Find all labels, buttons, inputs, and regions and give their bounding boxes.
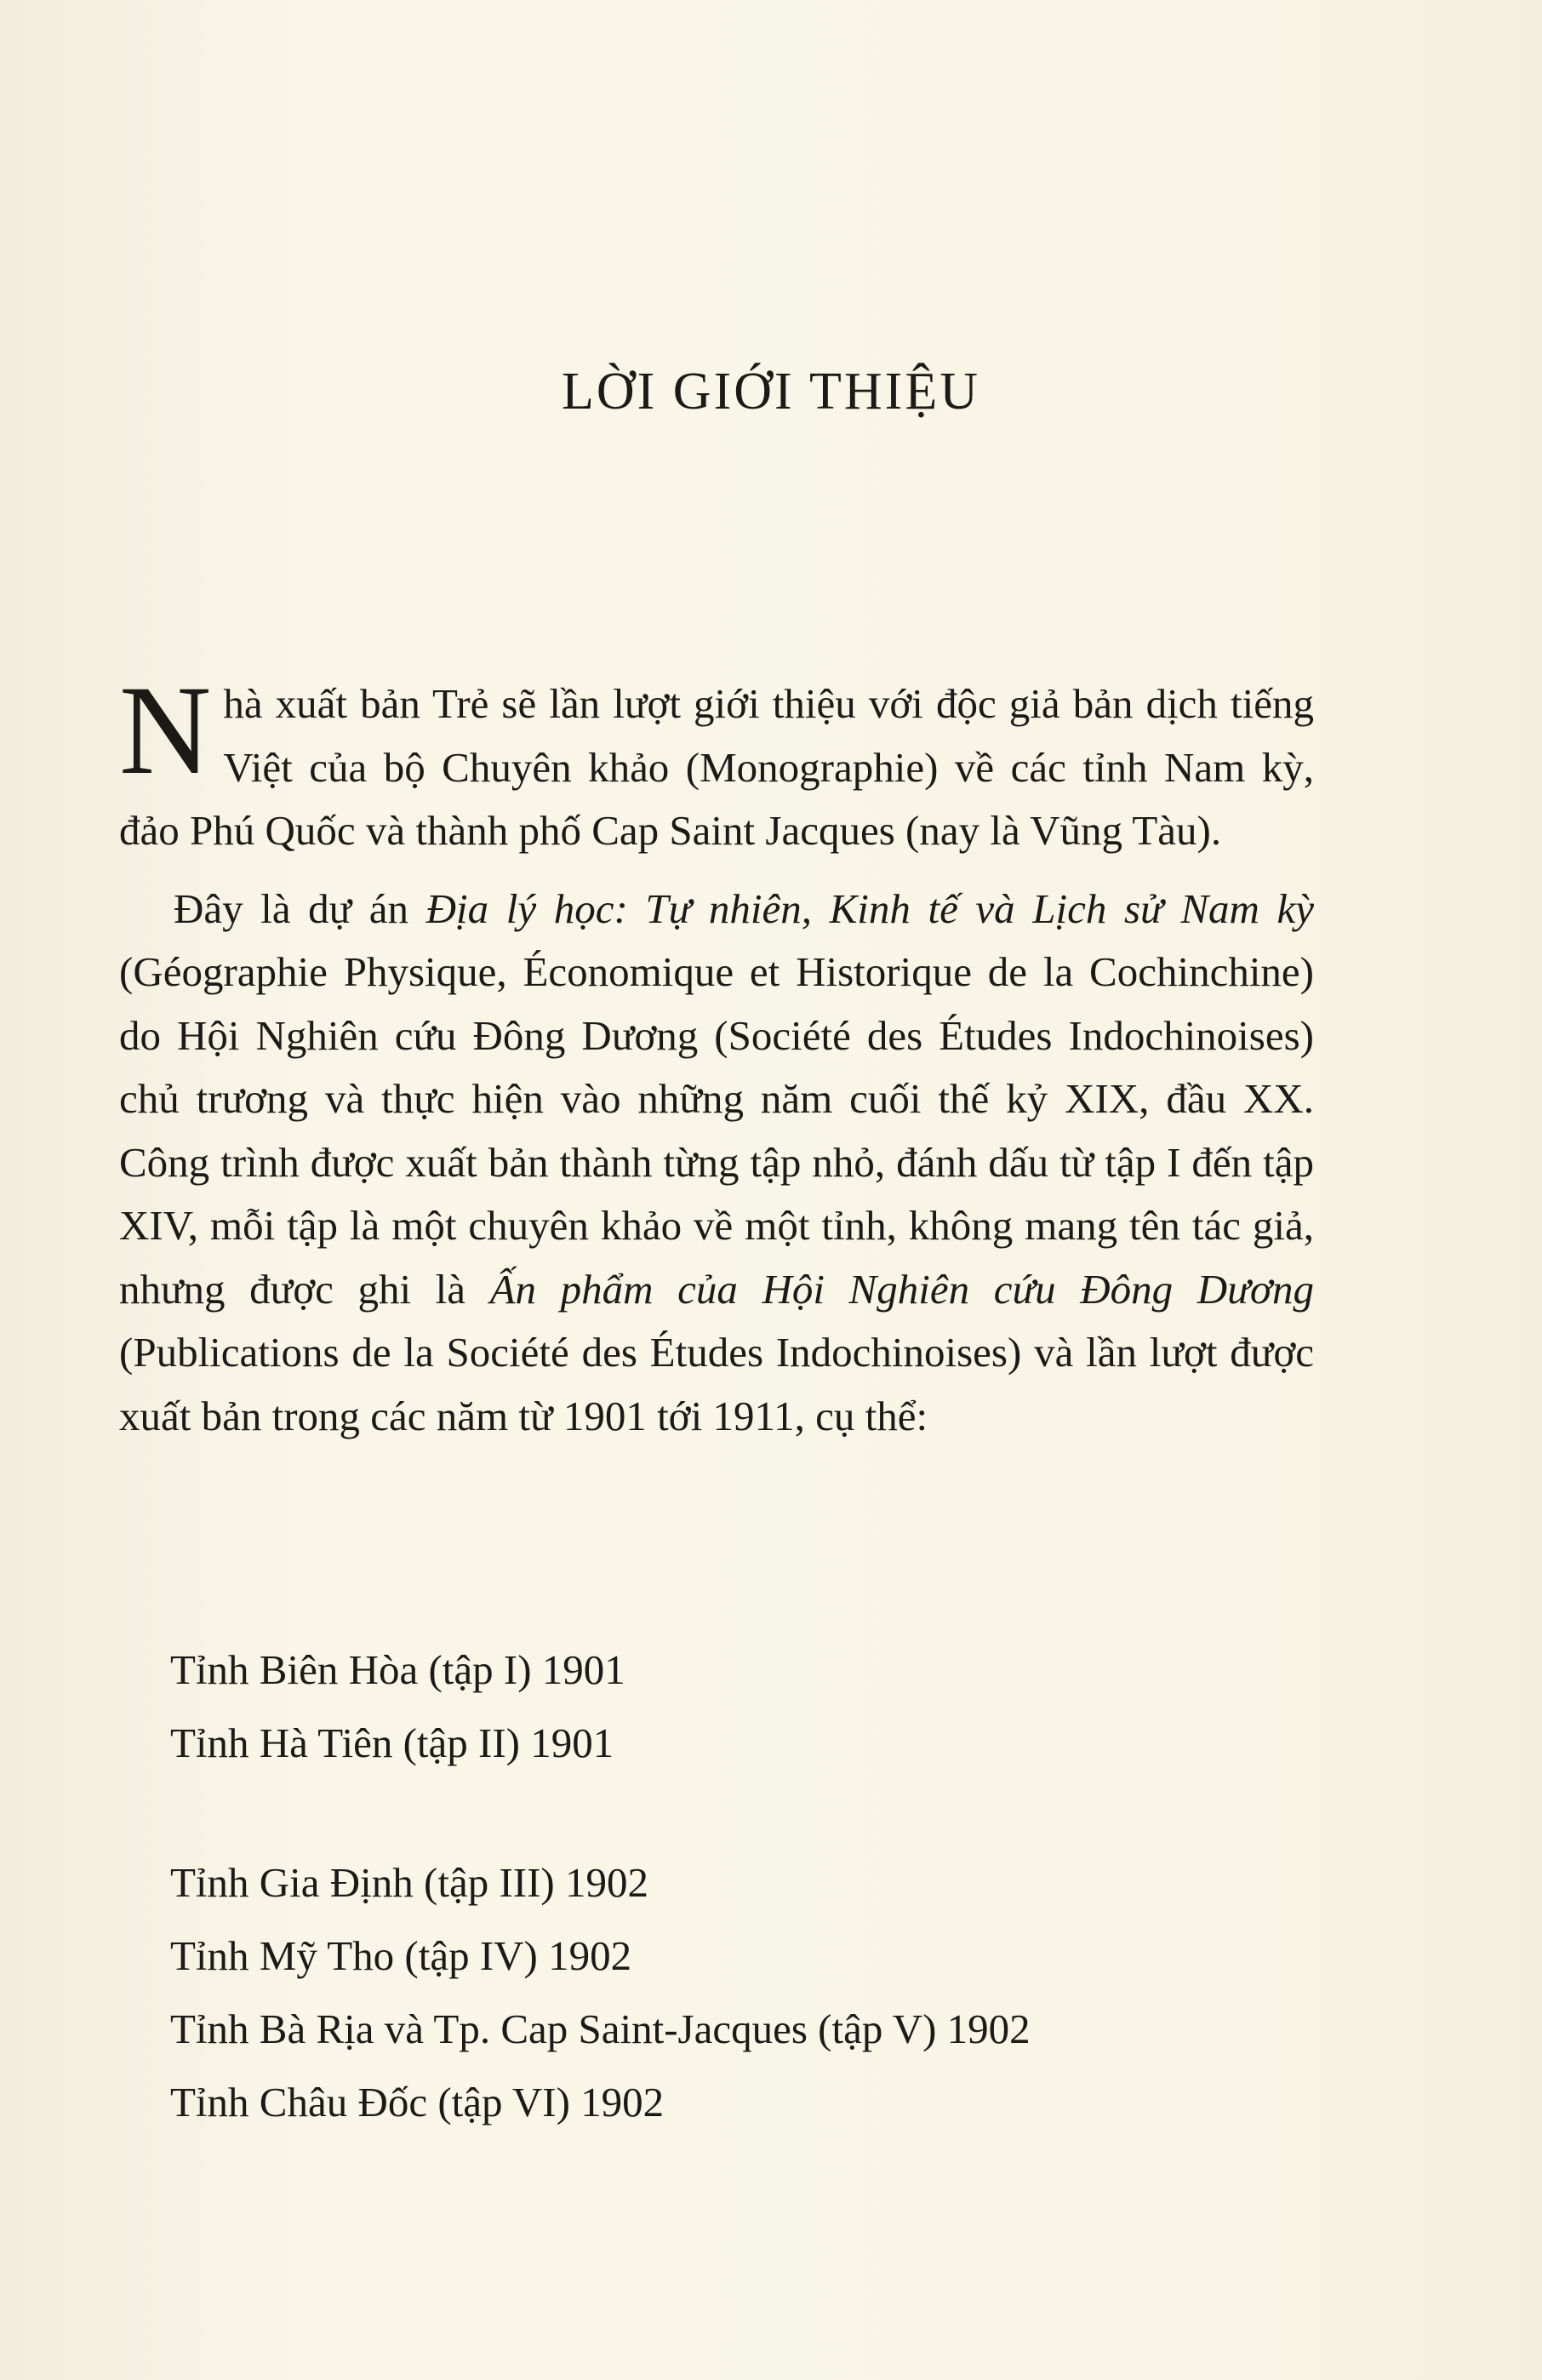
publication-name-italic: Ấn phẩm của Hội Nghiên cứu Đông Dương <box>489 1265 1314 1313</box>
page-title: LỜI GIỚI THIỆU <box>562 363 980 421</box>
paragraph-intro-text: hà xuất bản Trẻ sẽ lần lượt giới thiệu với độc giả bản dịch tiếng Việt của bộ Chuyên khảo (Monographie) về các tỉnh Nam kỳ, đảo Phú Quốc và thành phố Cap Saint Jacques (nay là Vũng Tàu). <box>119 680 1314 854</box>
book-title-italic: Địa lý học: Tự nhiên, Kinh tế và Lịch sử Nam kỳ <box>425 884 1314 932</box>
paragraph-project-part3: (Publications de la Société des Études Indochinoises) và lần lượt được xuất bản trong các năm từ 1901 tới 1911, cụ thể: <box>119 1329 1314 1439</box>
list-item: Tỉnh Biên Hòa (tập I) 1901 <box>170 1646 625 1693</box>
list-item: Tỉnh Bà Rịa và Tp. Cap Saint-Jacques (tập V) 1902 <box>170 2005 1031 2052</box>
paragraph-intro <box>119 660 1314 863</box>
drop-cap: N <box>119 660 212 801</box>
list-item: Tỉnh Gia Định (tập III) 1902 <box>170 1859 648 1906</box>
list-item: Tỉnh Hà Tiên (tập II) 1901 <box>170 1719 614 1766</box>
list-item: Tỉnh Châu Đốc (tập VI) 1902 <box>170 2079 665 2125</box>
paragraph-project <box>119 878 1314 1449</box>
paragraph-project-part2: (Géographie Physique, Économique et Historique de la Cochinchine) do Hội Nghiên cứu Đông Dương (Société des Études Indochinoises) chủ trương và thực hiện vào những năm cuối thế kỷ XIX, đầu XX. Công trình được xuất bản thành từng tập nhỏ, đánh dấu từ tập I đến tập XIV, mỗi tập là một chuyên khảo về một tỉnh, không mang tên tác giả, nhưng được ghi là <box>119 948 1314 1313</box>
list-item: Tỉnh Mỹ Tho (tập IV) 1902 <box>170 1932 632 1979</box>
paragraph-project-part1: Đây là dự án <box>174 884 426 932</box>
body-text <box>119 660 1314 1462</box>
